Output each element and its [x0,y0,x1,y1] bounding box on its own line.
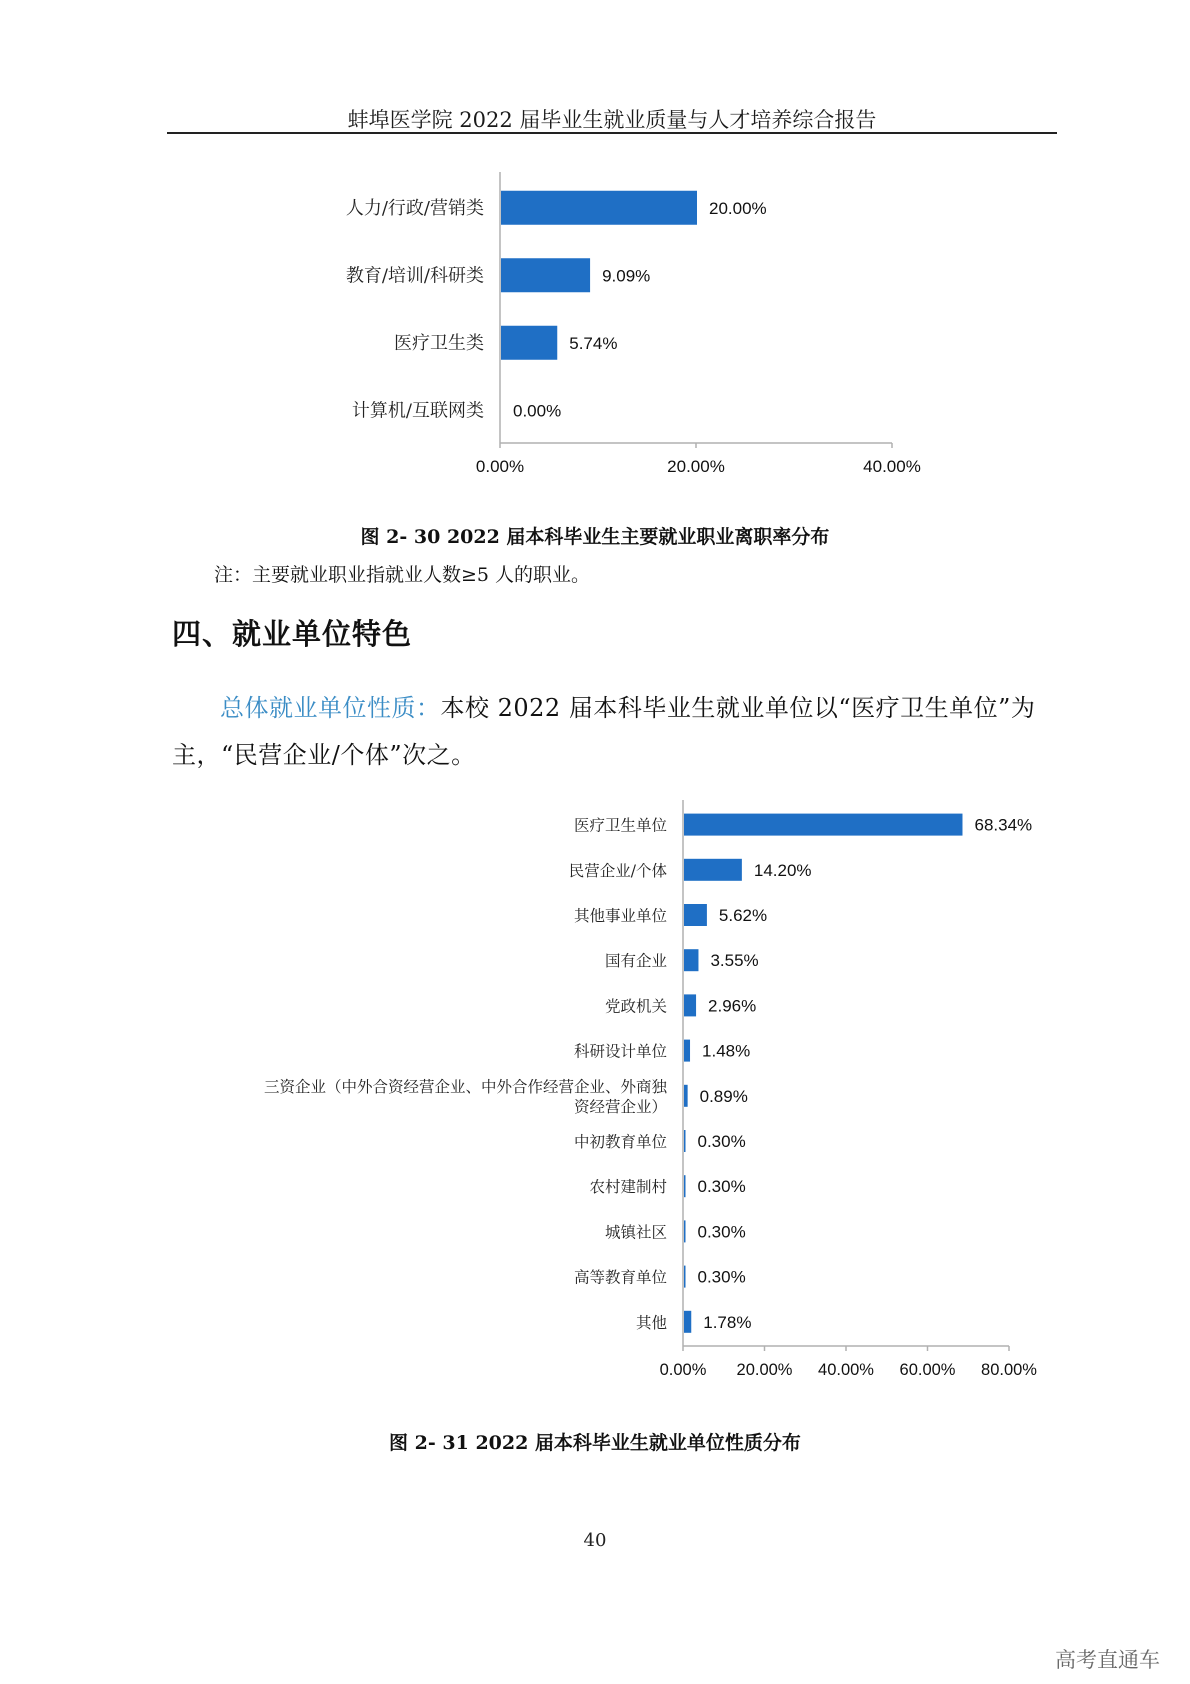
bar [684,1175,686,1197]
category-label: 国有企业 [604,952,667,971]
bar-value-label: 0.30% [697,1267,746,1287]
x-tick-label: 80.00% [981,1361,1037,1379]
bar-value-label: 1.78% [703,1312,752,1332]
category-label: 城镇社区 [604,1223,667,1242]
bar-value-label: 14.20% [753,860,812,880]
bar-value-label: 9.09% [602,266,651,286]
bar-value-label: 5.62% [718,906,768,925]
category-label: 其他 [635,1313,667,1332]
category-label: 高等教育单位 [573,1268,667,1287]
category-label: 科研设计单位 [573,1042,667,1061]
chart-employer-type-distribution [0,800,1190,1400]
bar-value-label: 0.89% [699,1086,748,1106]
bar [684,1040,690,1062]
category-label: 农村建制村 [589,1178,667,1197]
bar [684,1085,688,1107]
chart-occupation-turnover-rate [0,160,1190,500]
bar-value-label: 0.30% [697,1222,746,1242]
bar-value-label: 0.30% [697,1177,746,1197]
paragraph-line-1-text: 本校 2022 届本科毕业生就业单位以“医疗卫生单位”为 [440,694,1036,722]
bar-value-label: 20.00% [709,198,767,218]
bar [684,904,707,926]
bar [501,191,697,225]
category-label: 其他事业单位 [573,907,667,925]
bar [684,994,696,1016]
page-number: 40 [583,1530,607,1551]
bar [501,258,590,292]
watermark: 高考直通车 [1055,1648,1160,1672]
x-tick-label: 40.00% [818,1361,874,1379]
category-label: 教育/培训/科研类 [345,265,484,287]
figure-2-31-caption: 图 2- 31 2022 届本科毕业生就业单位性质分布 [389,1432,801,1454]
category-label: 三资企业（中外合资经营企业、中外合作经营企业、外商独 [263,1077,667,1096]
bar [684,814,962,836]
bar-value-label: 68.34% [974,815,1033,835]
x-tick-label: 0.00% [659,1361,707,1379]
bar-value-label: 2.96% [708,996,757,1016]
x-tick-label: 40.00% [863,457,921,476]
category-label: 党政机关 [604,997,667,1016]
report-header-title: 蚌埠医学院 2022 届毕业生就业质量与人才培养综合报告 [347,108,877,132]
bar-value-label: 0.30% [697,1132,746,1151]
category-label: 民营企业/个体 [568,861,667,880]
category-label: 计算机/互联网类 [351,400,484,422]
paragraph-line-2: 主，“民营企业/个体”次之。 [172,741,476,769]
x-tick-label: 20.00% [667,457,725,476]
category-label: 人力/行政/营销类 [345,197,484,219]
category-label: 医疗卫生单位 [573,816,667,835]
bar [684,1130,686,1152]
bar [684,859,742,881]
bar [684,1311,691,1333]
figure-2-30-note: 注：主要就业职业指就业人数≥5 人的职业。 [214,564,591,586]
bar [684,1220,686,1242]
figure-2-30-caption: 图 2- 30 2022 届本科毕业生主要就业职业离职率分布 [360,526,830,548]
bar [684,1266,686,1288]
category-label: 中初教育单位 [573,1133,667,1151]
bar-value-label: 3.55% [710,951,759,971]
bar [501,326,557,360]
bar-value-label: 0.00% [513,401,562,421]
header-rule [167,132,1057,134]
x-tick-label: 20.00% [736,1361,793,1379]
paragraph-line-1 [172,688,1062,723]
category-label: 资经营企业） [573,1097,667,1116]
category-label: 医疗卫生类 [394,332,484,354]
bar-value-label: 5.74% [569,333,618,353]
bar-value-label: 1.48% [702,1041,751,1061]
bar [684,949,698,971]
x-tick-label: 0.00% [475,457,525,476]
x-tick-label: 60.00% [899,1361,956,1379]
paragraph-lead: 总体就业单位性质： [220,694,441,722]
section-heading: 四、就业单位特色 [172,617,413,651]
